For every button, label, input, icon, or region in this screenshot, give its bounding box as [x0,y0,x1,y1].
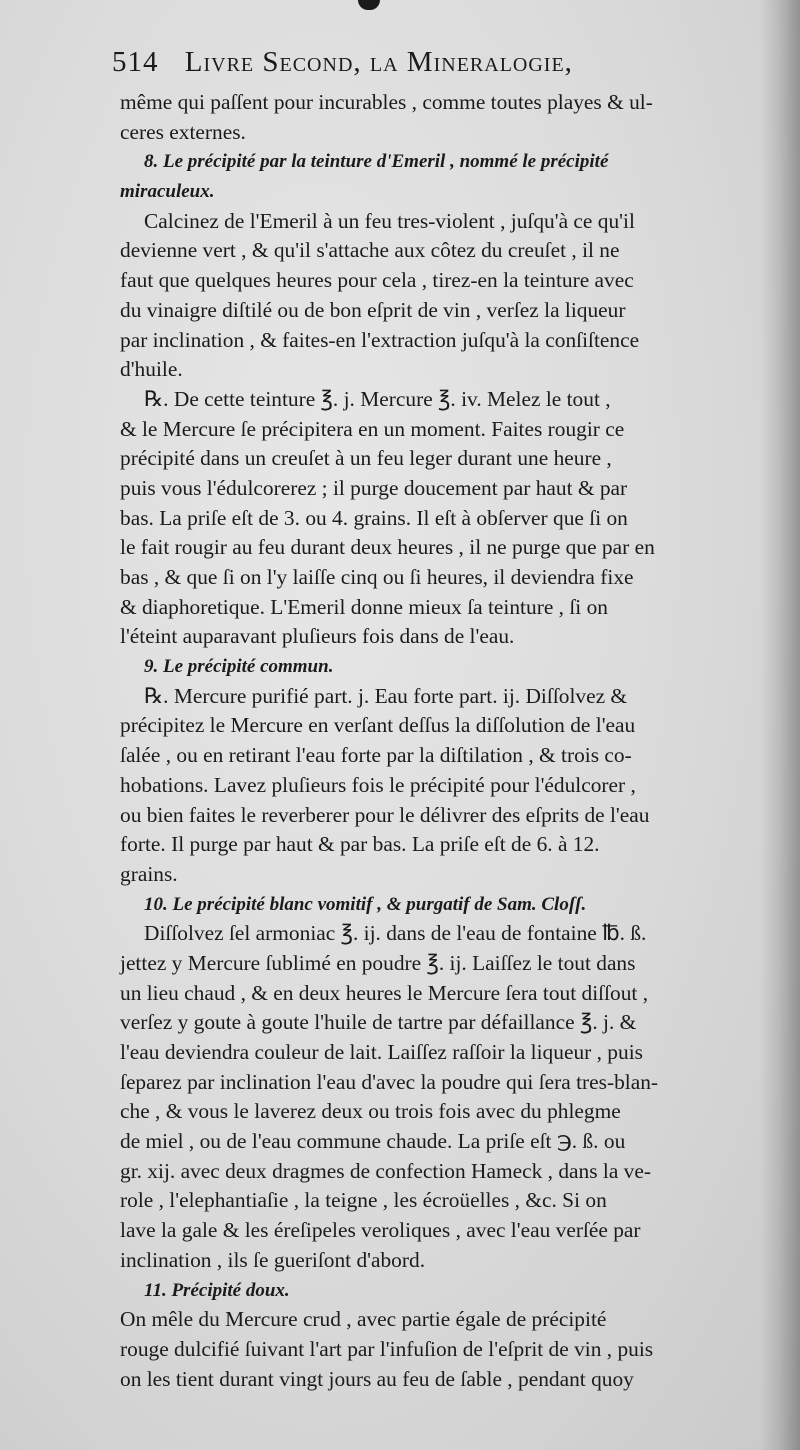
text-line: du vinaigre diſtilé ou de bon eſprit de vin , verſez la liqueur [120,297,626,322]
text-line: faut que quelques heures pour cela , tirez-en la teinture avec [120,268,634,293]
text-line: l'eau deviendra couleur de lait. Laiſſez raſſoir la liqueur , puis [120,1040,643,1064]
section-heading: 9. Le précipité commun. [144,656,334,678]
text-line: ceres externes. [120,119,246,144]
page-number: 514 [112,46,159,78]
text-line: gr. xij. avec deux dragmes de confection Hameck , dans la ve- [120,1158,651,1183]
text-line: bas. La priſe eſt de 3. ou 4. grains. Il eſt à obſerver que ſi on [120,505,628,530]
section-heading: 10. Le précipité blanc vomitif , & purgatif de Sam. Cloſſ. [144,893,587,915]
text-line: & le Mercure ſe précipitera en un moment. Faites rougir ce [120,416,625,441]
ink-blot [358,0,380,10]
text-line: de miel , ou de l'eau commune chaude. La priſe eſt ℈. ß. ou [120,1129,626,1154]
text-line: jettez y Mercure ſublimé en poudre ℥. ij. Laiſſez le tout dans [120,950,636,975]
text-line: grains. [120,861,178,886]
text-line: role , l'elephantiaſie , la teigne , les écroüelles , &c. Si on [120,1188,607,1213]
text-line: Diſſolvez ſel armoniac ℥. ij. dans de l'eau de fontaine ℔. ß. [144,921,647,946]
section-heading: 11. Précipité doux. [144,1279,290,1301]
body-text [120,88,792,1394]
text-line: On mêle du Mercure crud , avec partie égale de précipité [120,1307,607,1332]
text-line: puis vous l'édulcorerez ; il purge doucement par haut & par [120,475,628,500]
text-line: forte. Il purge par haut & par bas. La priſe eſt de 6. à 12. [120,832,600,857]
text-line: ℞. De cette teinture ℥. j. Mercure ℥. iv. Melez le tout , [144,386,611,411]
text-line: hobations. Lavez pluſieurs fois le précipité pour l'édulcorer , [120,772,636,797]
text-line: précipitez le Mercure en verſant deſſus la diſſolution de l'eau [120,713,636,738]
text-line: inclination , ils ſe gueriſont d'abord. [120,1247,426,1272]
text-line: ou bien faites le reverberer pour le délivrer des eſprits de l'eau [120,802,650,827]
text-line: un lieu chaud , & en deux heures le Mercure ſera tout diſſout , [120,980,649,1005]
text-line: précipité dans un creuſet à un feu leger durant une heure , [120,446,612,471]
text-line: par inclination , & faites-en l'extraction juſqu'à la conſiſtence [120,327,640,352]
section-heading: 8. Le précipité par la teinture d'Emeril , nommé le précipité [144,151,609,173]
text-line: rouge dulcifié ſuivant l'art par l'infuſion de l'eſprit de vin , puis [120,1336,654,1361]
text-line: même qui paſſent pour incurables , comme toutes playes & ul- [120,90,653,114]
running-header [112,46,792,79]
text-line: on les tient durant vingt jours au feu de ſable , pendant quoy [120,1366,634,1391]
text-line: devienne vert , & qu'il s'attache aux côtez du creuſet , il ne [120,238,620,263]
running-title: Livre Second, la Mineralogie, [184,46,573,78]
text-line: bas , & que ſi on l'y laiſſe cinq ou ſi heures, il deviendra fixe [120,565,634,589]
text-line: ſalée , ou en retirant l'eau forte par la diſtilation , & trois co- [120,743,632,768]
text-line: verſez y goute à goute l'huile de tartre par défaillance ℥. j. & [120,1010,637,1035]
text-line: d'huile. [120,357,183,382]
text-line: Calcinez de l'Emeril à un feu tres-violent , juſqu'à ce qu'il [144,208,635,233]
section-heading: miraculeux. [120,181,215,203]
text-line: le fait rougir au feu durant deux heures , il ne purge que par en [120,535,655,560]
text-line: l'éteint auparavant pluſieurs fois dans de l'eau. [120,624,515,649]
text-line: ℞. Mercure purifié part. j. Eau forte part. ij. Diſſolvez & [144,683,628,708]
text-line: lave la gale & les éreſipeles veroliques , avec l'eau verſée par [120,1218,641,1243]
text-line: & diaphoretique. L'Emeril donne mieux ſa teinture , ſi on [120,594,608,619]
text-line: che , & vous le laverez deux ou trois fois avec du phlegme [120,1099,621,1124]
text-line: ſeparez par inclination l'eau d'avec la poudre qui ſera tres-blan- [120,1069,659,1094]
